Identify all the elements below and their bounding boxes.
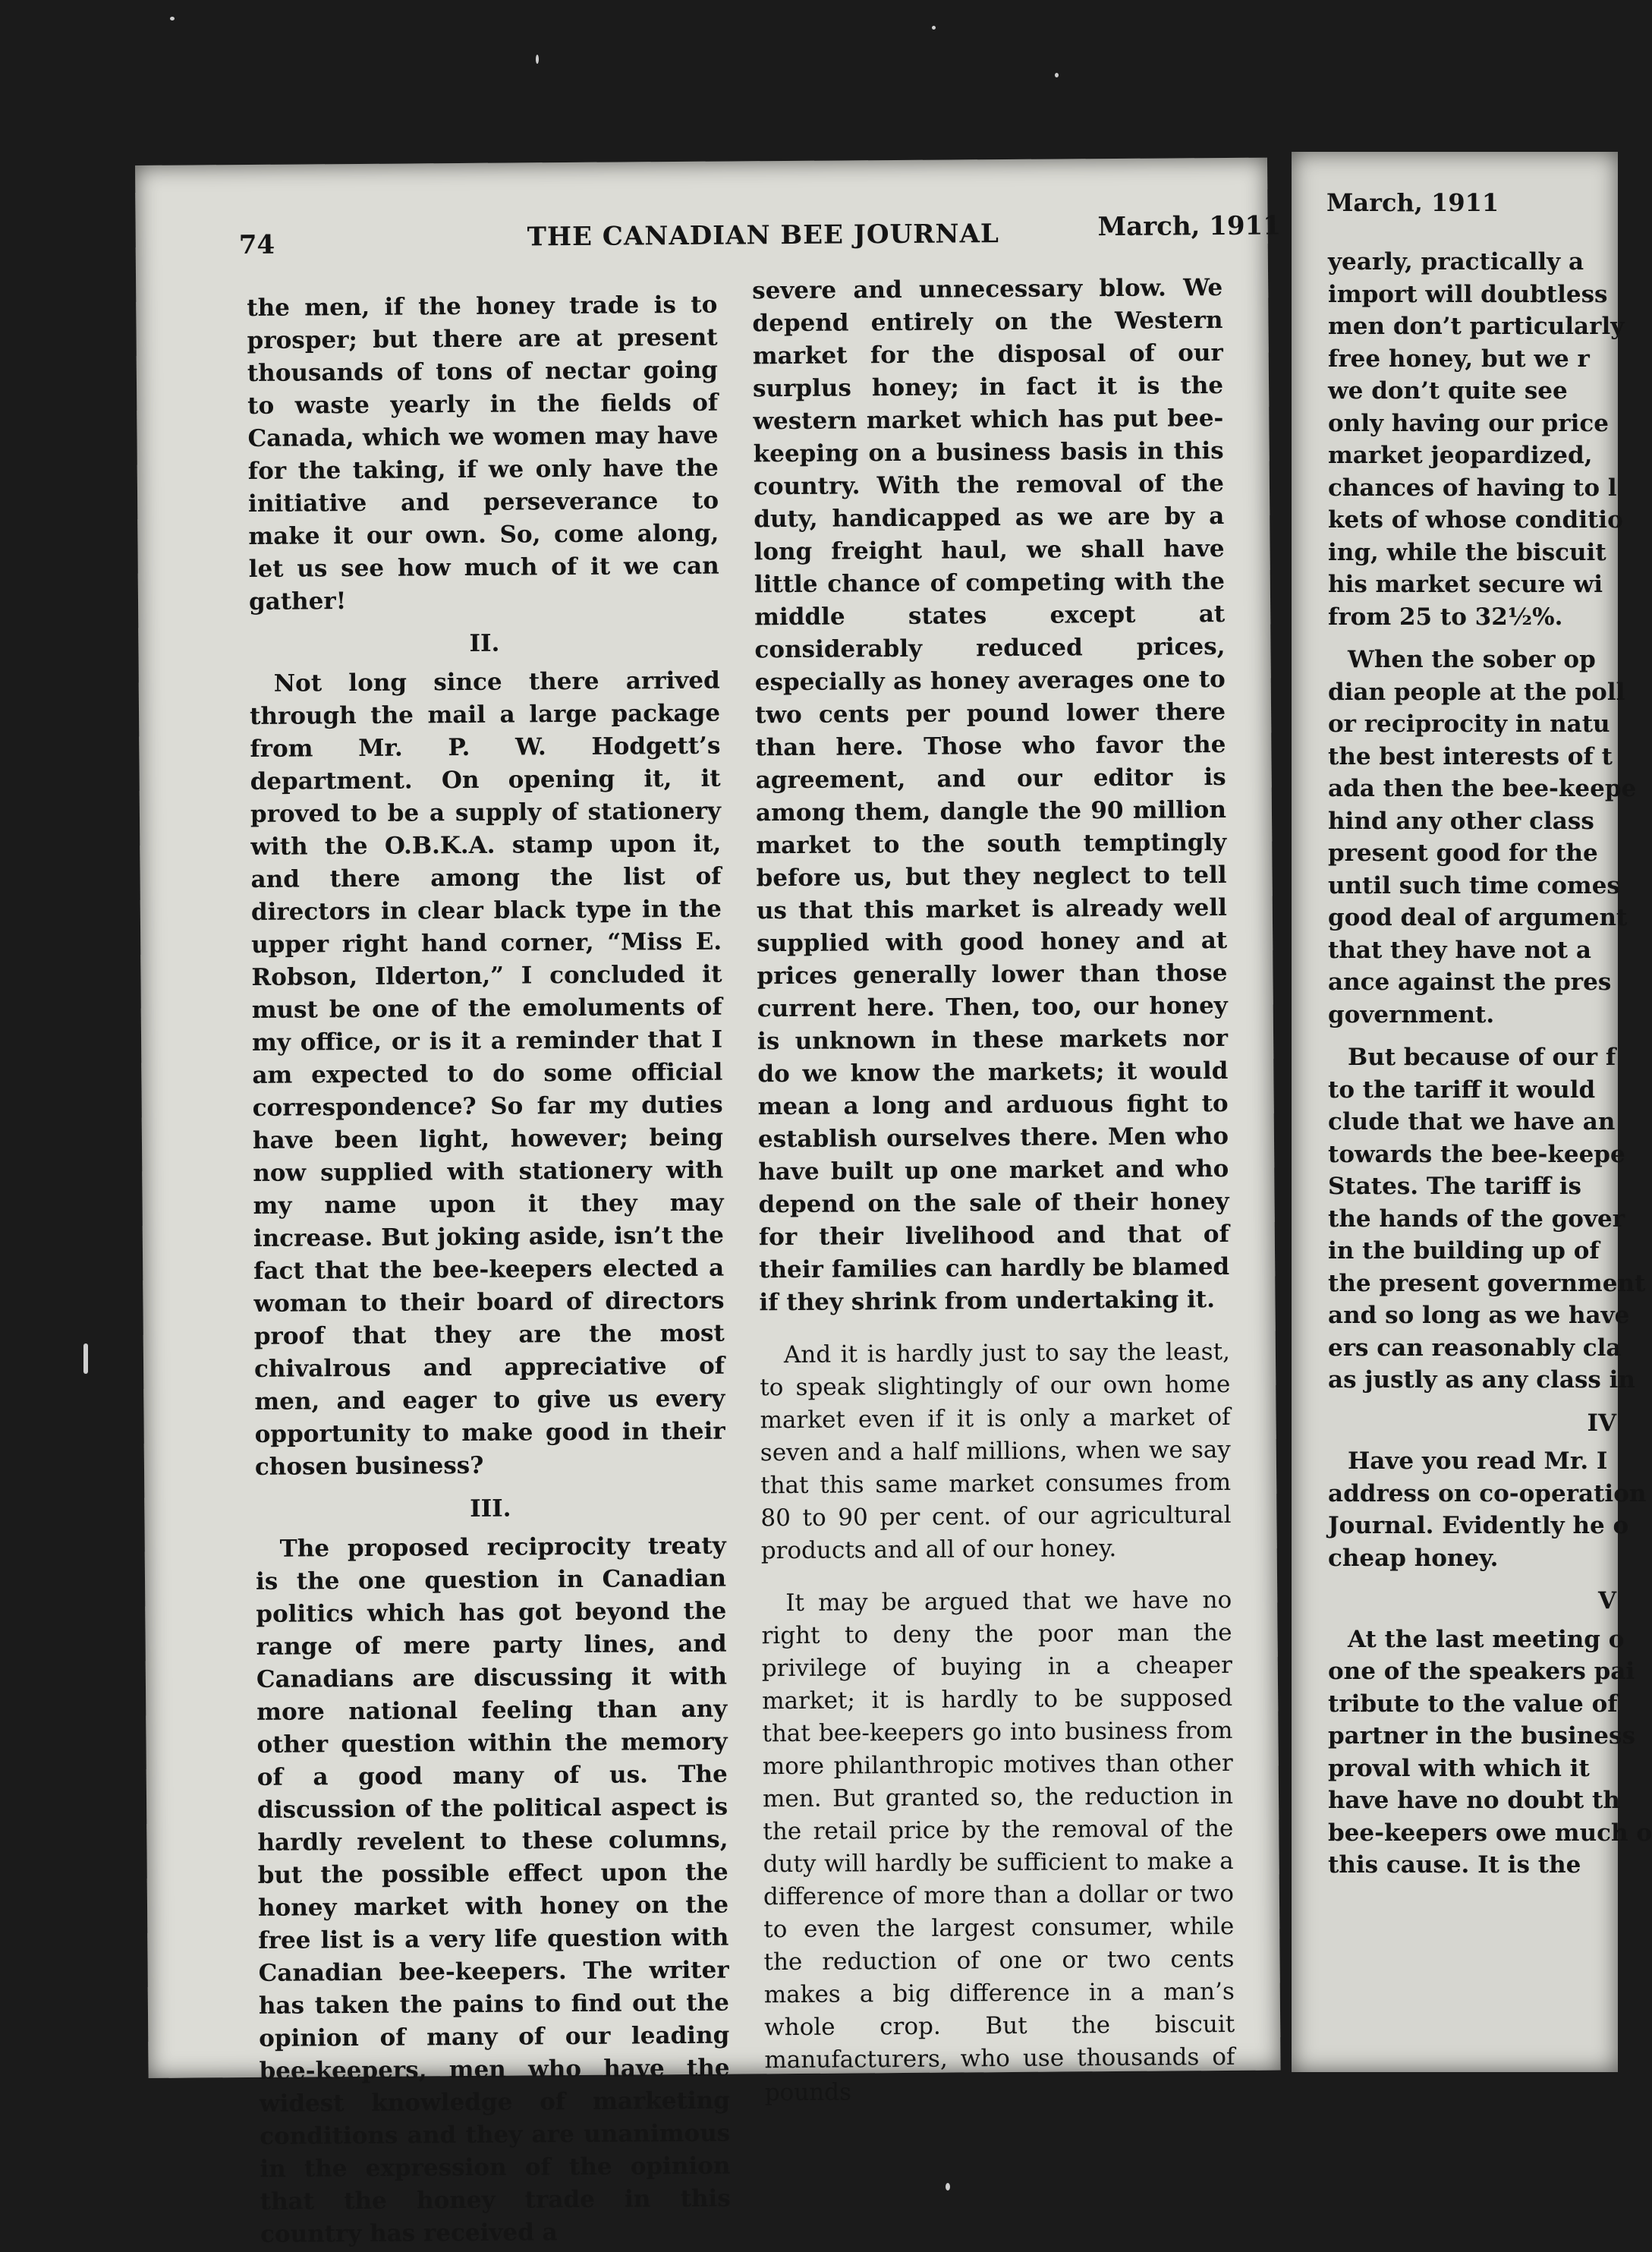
right-line: the present government (1328, 1269, 1646, 1297)
right-line: free honey, but we r (1328, 345, 1590, 373)
right-line: bee-keepers owe much o (1328, 1819, 1652, 1847)
film-speck (170, 17, 175, 20)
right-line: proval with which it (1328, 1754, 1590, 1782)
right-line: market jeopardized, (1328, 442, 1593, 469)
right-line: or reciprocity in natu (1328, 710, 1610, 738)
column-b-paragraph-3: It may be argued that we have no right to deny the poor man the privilege of buying in a cheaper market; it is hardly to be supposed that bee-keepers go into business from more philanthropic motives than other men. But granted so, the reduction in the retail price by the removal of the duty will hardly be sufficient to make a difference of more than a dollar or two to even the largest consumer, while the reduction of one or two cents makes a big difference in a man’s whole crop. But the biscuit manufacturers, who use thousands of pounds (761, 1586, 1235, 2107)
right-line: men don’t particularly (1328, 313, 1625, 340)
film-speck (536, 55, 539, 64)
right-line: At the last meeting o (1348, 1625, 1625, 1653)
right-page (1292, 152, 1652, 2072)
column-b (752, 272, 1235, 2109)
right-line: chances of having to l (1328, 474, 1617, 502)
right-line: from 25 to 32½%. (1328, 603, 1563, 631)
right-line: government. (1328, 1000, 1495, 1028)
column-a (247, 289, 731, 2251)
right-line: that they have not a (1328, 936, 1592, 964)
right-line: address on co-operation (1328, 1479, 1647, 1507)
right-line: and so long as we have (1328, 1302, 1630, 1329)
right-line: present good for the (1328, 839, 1598, 867)
right-line: ing, while the biscuit (1328, 538, 1606, 566)
right-line: cheap honey. (1328, 1544, 1499, 1572)
right-line: one of the speakers pai (1328, 1658, 1635, 1685)
section-heading-v: V (1597, 1587, 1616, 1614)
right-line: Journal. Evidently he o (1328, 1512, 1629, 1539)
right-line: kets of whose conditio (1328, 506, 1623, 534)
film-speck (83, 1343, 88, 1374)
right-line: to the tariff it would (1328, 1076, 1596, 1104)
right-line: in the building up of (1328, 1237, 1600, 1265)
journal-title: THE CANADIAN BEE JOURNAL (527, 219, 999, 253)
right-line: import will doubtless (1328, 280, 1608, 308)
column-a-paragraph-2: Not long since there arrived through the mail a large package from Mr. P. W. Hodgett’s department. On opening it, it proved to be a supply of stationery with the O.B.K.A. stamp upon it, and there among the list of directors in clear black type in the upper right hand corner, “Miss E. Robson, Ilderton,” I concluded it must be one of the emoluments of my office, or is it a reminder that I am expected to do some official correspondence? So far my duties have been light, however; being now supplied with stationery with my name upon it they may increase. But joking aside, isn’t the fact that the bee-keepers elected a woman to their board of directors proof that they are the most chivalrous and appreciative of men, and eager to give us every opportunity to make good in their chosen business? (249, 666, 725, 1481)
right-line: Have you read Mr. I (1348, 1447, 1608, 1475)
right-line: But because of our f (1348, 1044, 1616, 1071)
right-line: clude that we have an (1328, 1108, 1616, 1135)
right-line: the hands of the gover (1328, 1205, 1625, 1233)
film-speck (1055, 73, 1059, 77)
right-line: the best interests of t (1328, 742, 1613, 770)
right-line: ers can reasonably cla (1328, 1334, 1622, 1362)
right-line: yearly, practically a (1328, 248, 1584, 276)
right-line: as justly as any class in (1328, 1366, 1635, 1394)
right-line: dian people at the poll (1328, 678, 1625, 706)
right-line: his market secure wi (1328, 571, 1603, 598)
column-b-paragraph-1: severe and unnecessary blow. We depend entirely on the Western market for the disposal of our surplus honey; in fact it is the western market which has put bee-keeping on a business basis in this country. With the removal of the duty, handicapped as we are by a long freight haul, we shall have little chance of competing with the middle states except at considerably reduced prices, especially as honey averages one to two cents per pound lower there than here. Those who favor the agreement, and our editor is among them, dangle the 90 million market to the south temptingly before us, but they neglect to tell us that this market is already well supplied with good honey and at prices generally lower than those current here. Then, too, our honey is unknown in these markets nor do we know the markets; it would mean a long and arduous fight to establish ourselves there. Men who have built up one market and who depend on the sale of their honey for their livelihood and that of their families can hardly be blamed if they shrink from undertaking it. (752, 273, 1230, 1317)
right-line: we don’t quite see (1328, 377, 1568, 405)
section-heading-ii: II. (469, 629, 500, 657)
right-line: tribute to the value of (1328, 1690, 1618, 1718)
right-header-date: March, 1911 (1326, 188, 1499, 217)
right-column (1328, 246, 1652, 1882)
right-line: hind any other class (1328, 807, 1594, 835)
film-speck (932, 26, 936, 30)
section-heading-iv: IV (1587, 1409, 1616, 1437)
right-line: have have no doubt th (1328, 1787, 1620, 1814)
film-speck (946, 2183, 950, 2191)
right-line: only having our price (1328, 409, 1609, 437)
section-heading-iii: III. (470, 1495, 511, 1523)
header-date: March, 1911 (1097, 210, 1282, 243)
column-b-paragraph-2: And it is hardly just to say the least, to speak slightingly of our own home market even if it is only a market of seven and a half millions, when we say that this same market consumes from 80 to 90 per cent. of our agricultural products and all of our honey. (760, 1337, 1232, 1565)
left-page (135, 158, 1282, 2248)
right-line: good deal of argument (1328, 904, 1628, 931)
right-line: partner in the business (1328, 1722, 1635, 1750)
column-a-paragraph-1: the men, if the honey trade is to prosper; but there are at present thousands of tons of nectar going to waste yearly in the fields of Canada, which we women may have for the taking, if we only have the initiative and perseverance to make it our own. So, come along, let us see how much of it we can gather! (247, 291, 719, 616)
column-a-paragraph-3: The proposed reciprocity treaty is the one question in Canadian politics which has got beyond the range of mere party lines, and Canadians are discussing it with more national feeling than any other question within the memory of a good many of us. The discussion of the political aspect is hardly revelent to these columns, but the possible effect upon the honey market with honey on the free list is a very life question with Canadian bee-keepers. The writer has taken the pains to find out the opinion of many of our leading bee-keepers, men who have the widest knowledge of marketing conditions and they are unanimous in the expression of the opinion that the honey trade in this country has received a (255, 1532, 731, 2248)
right-line: towards the bee-keepe (1328, 1140, 1625, 1168)
right-line: this cause. It is the (1328, 1851, 1581, 1879)
right-line: States. The tariff is (1328, 1173, 1581, 1200)
right-line: until such time comes (1328, 871, 1620, 899)
page-number: 74 (238, 229, 275, 261)
right-line: ada then the bee-keepe (1328, 775, 1637, 802)
right-line: When the sober op (1348, 646, 1596, 673)
right-line: ance against the pres (1328, 969, 1612, 996)
